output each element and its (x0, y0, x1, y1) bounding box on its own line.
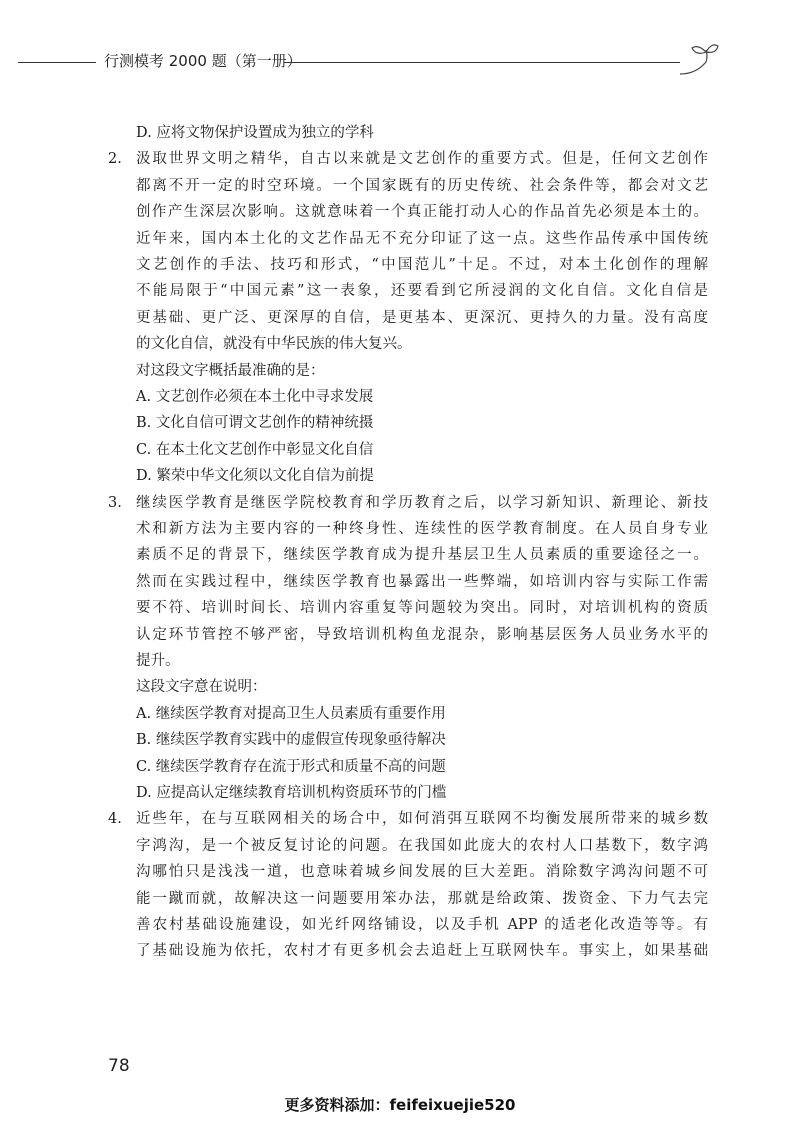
passage-line: 认定环节管控不够严密，导致培训机构鱼龙混杂，影响基层医务人员业务水平的 (136, 626, 708, 643)
option-a: A. 文艺创作必须在本土化中寻求发展 (136, 389, 374, 406)
passage-line: 不能局限于“中国元素”这一表象，还要看到它所浸润的文化自信。文化自信是 (136, 283, 708, 300)
footer-note: 更多资料添加：feifeixuejie520 (284, 1096, 516, 1114)
option-b: B. 文化自信可谓文艺创作的精神统摄 (136, 415, 374, 432)
passage-line: 要不符、培训时间长、培训内容重复等问题较为突出。同时，对培训机构的资质 (136, 600, 708, 617)
running-header (18, 40, 708, 76)
passage-line: 近年来，国内本土化的文艺作品无不充分印证了这一点。这些作品传承中国传统 (136, 230, 708, 247)
question-number: 4. (108, 811, 122, 828)
passage-line: 更基础、更广泛、更深厚的自信，是更基本、更深沉、更持久的力量。没有高度 (136, 309, 708, 326)
prev-question-option-d: D. 应将文物保护设置成为独立的学科 (136, 125, 374, 141)
passage-line: 善农村基础设施建设，如光纤网络铺设，以及手机 APP 的适老化改造等等。有 (136, 917, 708, 934)
page-content (108, 120, 708, 965)
passage-line: 然而在实践过程中，继续医学教育也暴露出一些弊端，如培训内容与实际工作需 (136, 573, 708, 590)
question-number: 2. (108, 151, 122, 168)
passage-line: 文艺创作的手法、技巧和形式，“中国范儿”十足。不过，对本土化创作的理解 (136, 257, 708, 274)
question-2 (108, 146, 708, 489)
passage-line: 近些年，在与互联网相关的场合中，如何消弭互联网不均衡发展所带来的城乡数 (136, 811, 708, 828)
passage-line: 汲取世界文明之精华，自古以来就是文艺创作的重要方式。但是，任何文艺创作 (136, 151, 708, 168)
passage-line: 术和新方法为主要内容的一种终身性、连续性的医学教育制度。在人员自身专业 (136, 521, 708, 537)
passage-line: 素质不足的背景下，继续医学教育成为提升基层卫生人员素质的重要途径之一。 (136, 547, 708, 564)
question-prompt: 对这段文字概括最准确的是： (136, 362, 325, 379)
passage-line: 字鸿沟，是一个被反复讨论的问题。在我国如此庞大的农村人口基数下，数字鸿 (136, 837, 708, 854)
header-rule-right (284, 62, 680, 63)
page-number: 78 (108, 1056, 130, 1076)
option-d: D. 应提高认定继续教育培训机构资质环节的门槛 (136, 785, 447, 801)
header-rule-left (18, 62, 96, 63)
option-d: D. 繁荣中华文化须以文化自信为前提 (136, 468, 374, 485)
question-prompt: 这段文字意在说明： (136, 679, 267, 696)
option-b: B. 继续医学教育实践中的虚假宣传现象亟待解决 (136, 732, 446, 749)
passage-line: 了基础设施为依托，农村才有更多机会去追赶上互联网快车。事实上，如果基础 (136, 943, 708, 960)
passage-line: 创作产生深层次影响。这就意味着一个真正能打动人心的作品首先必须是本土的。 (136, 204, 708, 221)
option-c: C. 继续医学教育存在流于形式和质量不高的问题 (136, 758, 446, 775)
passage-line: 的文化自信，就没有中华民族的伟大复兴。 (136, 336, 412, 353)
passage-line: 提升。 (136, 653, 180, 670)
question-number: 3. (108, 494, 122, 511)
header-title: 行测模考 2000 题（第一册） (104, 52, 302, 70)
question-3 (108, 490, 708, 807)
passage-line: 能一蹴而就，故解决这一问题要用笨办法，那就是给政策、拨资金、下力气去完 (136, 890, 708, 907)
sprout-icon (676, 40, 720, 76)
passage-line: 继续医学教育是继医学院校教育和学历教育之后，以学习新知识、新理论、新技 (136, 494, 708, 511)
option-a: A. 继续医学教育对提高卫生人员素质有重要作用 (136, 705, 446, 722)
question-4 (108, 806, 708, 964)
passage-line: 沟哪怕只是浅浅一道，也意味着城乡间发展的巨大差距。消除数字鸿沟问题不可 (136, 864, 708, 881)
passage-line: 都离不开一定的时空环境。一个国家既有的历史传统、社会条件等，都会对文艺 (136, 177, 708, 194)
option-c: C. 在本土化文艺创作中彰显文化自信 (136, 441, 374, 458)
